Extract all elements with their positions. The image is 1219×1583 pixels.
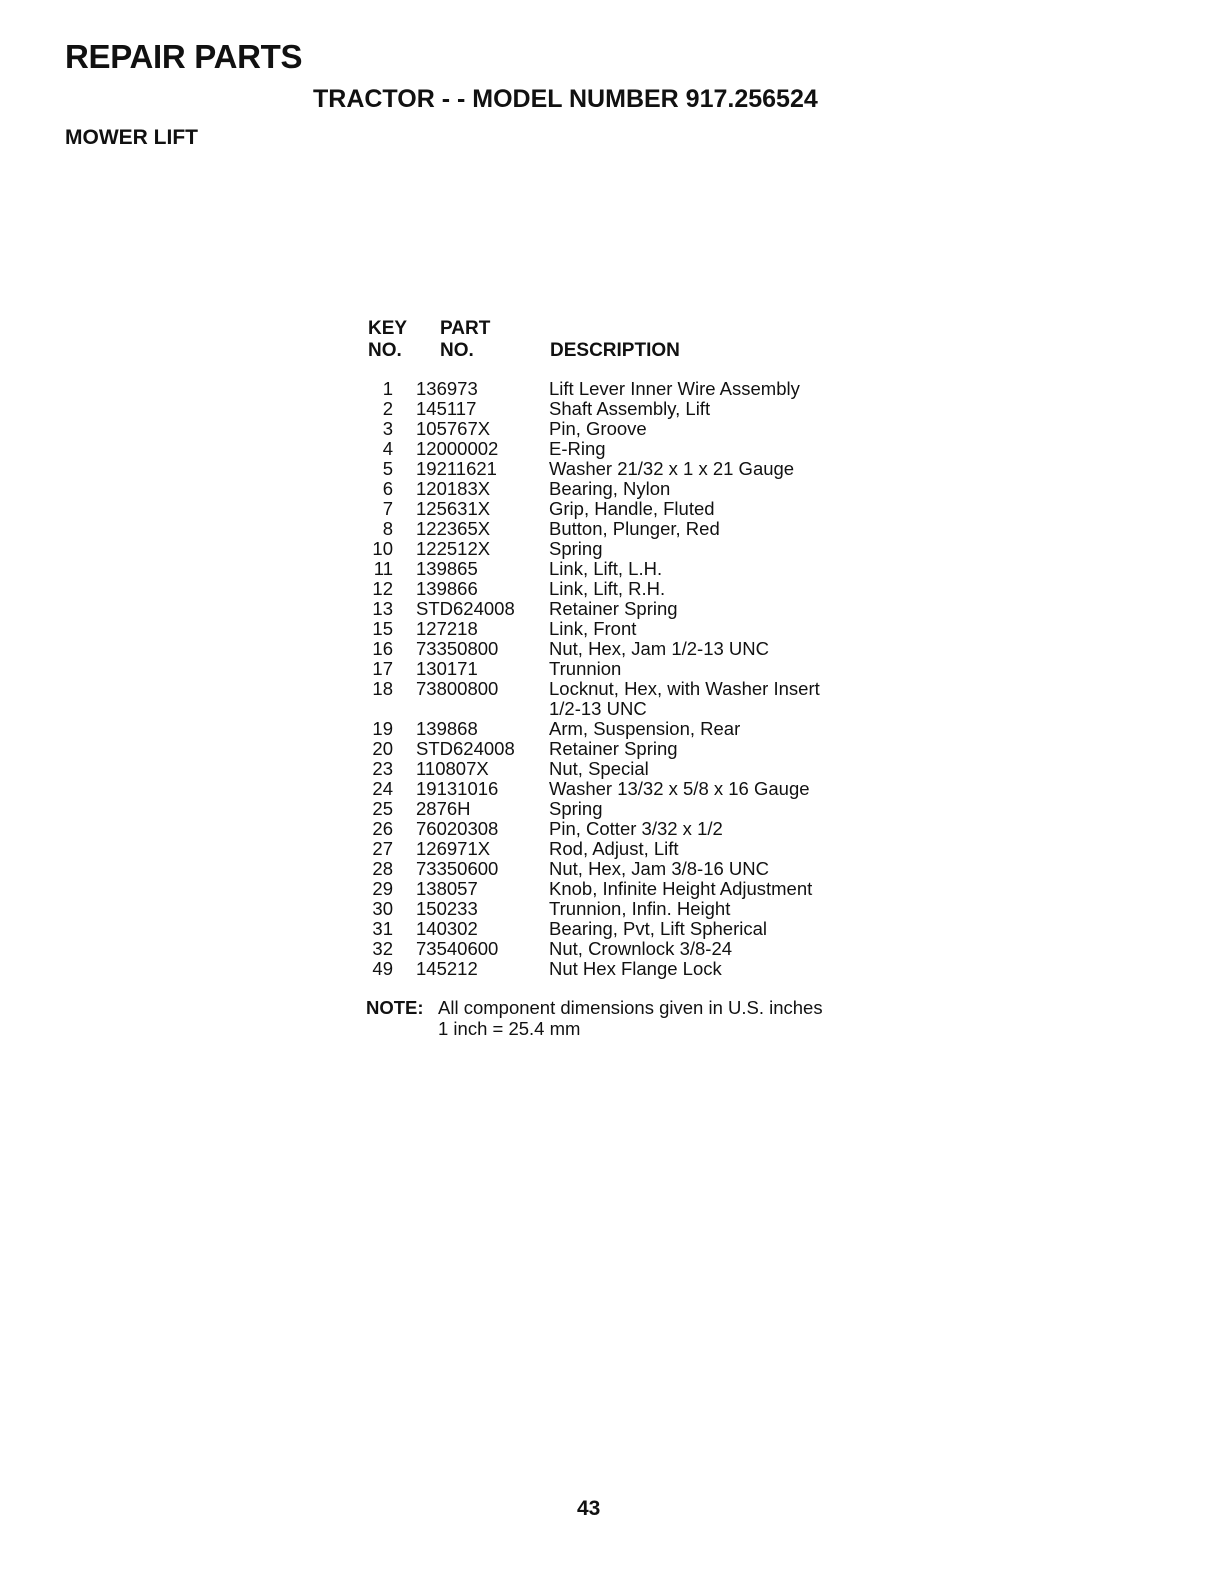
section-heading: MOWER LIFT (65, 126, 198, 149)
key-no-cell: 5 (382, 458, 393, 479)
description-cell: Lift Lever Inner Wire Assembly (549, 378, 800, 399)
table-row (366, 759, 886, 779)
part-no-cell: 76020308 (416, 818, 499, 839)
model-subtitle: TRACTOR - - MODEL NUMBER 917.256524 (313, 85, 818, 113)
key-no-cell: 13 (372, 598, 393, 619)
description-cell: Retainer Spring (549, 598, 678, 619)
description-cell: Spring (549, 538, 603, 559)
description-cell: Nut, Special (549, 758, 649, 779)
table-row (366, 939, 886, 959)
part-no-cell: 12000002 (416, 438, 499, 459)
part-no-cell: 130171 (416, 658, 478, 679)
key-no-cell: 24 (372, 778, 393, 799)
key-header-line1: KEY (368, 318, 408, 339)
table-row (366, 479, 886, 499)
key-no-cell: 27 (372, 838, 393, 859)
table-row (366, 599, 886, 619)
part-no-cell: STD624008 (416, 598, 515, 619)
table-row (366, 459, 886, 479)
part-no-cell: 125631X (416, 498, 491, 519)
key-no-cell: 18 (372, 678, 393, 699)
part-no-cell (393, 699, 549, 719)
description-cell: Trunnion (549, 658, 622, 679)
table-row (366, 379, 886, 399)
page-title: REPAIR PARTS (65, 38, 303, 75)
part-no-header (440, 318, 490, 362)
key-no-cell (366, 699, 393, 719)
table-row (366, 399, 886, 419)
description-cell: Nut Hex Flange Lock (549, 958, 722, 979)
description-cell: Bearing, Pvt, Lift Spherical (549, 918, 767, 939)
table-row (366, 699, 886, 719)
part-no-cell: 122512X (416, 538, 491, 559)
key-no-cell: 29 (372, 878, 393, 899)
key-no-cell: 17 (372, 658, 393, 679)
part-no-cell: 122365X (416, 518, 491, 539)
table-row (366, 639, 886, 659)
part-no-cell: 19211621 (416, 458, 497, 479)
part-no-cell: 138057 (416, 878, 478, 899)
table-row (366, 559, 886, 579)
table-row (366, 779, 886, 799)
description-cell: Arm, Suspension, Rear (549, 718, 741, 739)
part-no-cell: 145117 (416, 398, 477, 419)
description-cell: Nut, Hex, Jam 1/2-13 UNC (549, 638, 770, 659)
table-row (366, 839, 886, 859)
key-no-cell: 10 (372, 538, 393, 559)
description-cell: Rod, Adjust, Lift (549, 838, 679, 859)
part-no-cell: 145212 (416, 958, 478, 979)
table-row (366, 679, 886, 699)
description-cell: Nut, Hex, Jam 3/8-16 UNC (549, 858, 770, 879)
part-no-cell: 120183X (416, 478, 491, 499)
table-row (366, 899, 886, 919)
key-no-header (368, 318, 407, 362)
key-no-cell: 19 (372, 718, 393, 739)
part-no-cell: 2876H (416, 798, 471, 819)
table-row (366, 439, 886, 459)
part-no-cell: 73540600 (416, 938, 499, 959)
description-cell: Link, Lift, L.H. (549, 558, 663, 579)
key-no-cell: 1 (382, 378, 393, 399)
part-no-cell: 19131016 (416, 778, 499, 799)
description-cell: E-Ring (549, 438, 606, 459)
part-header-line1: PART (440, 318, 491, 339)
note-line1: All component dimensions given in U.S. inches (438, 997, 823, 1018)
description-cell: Locknut, Hex, with Washer Insert (549, 678, 820, 699)
key-no-cell: 6 (382, 478, 393, 499)
description-cell: Nut, Crownlock 3/8-24 (549, 938, 733, 959)
part-no-cell: 140302 (416, 918, 478, 939)
table-row (366, 799, 886, 819)
part-no-cell: 127218 (416, 618, 478, 639)
part-no-cell: 139866 (416, 578, 478, 599)
table-row (366, 739, 886, 759)
part-no-cell: STD624008 (416, 738, 515, 759)
part-no-cell: 73350800 (416, 638, 499, 659)
part-no-cell: 105767X (416, 418, 491, 439)
key-no-cell: 25 (372, 798, 393, 819)
key-no-cell: 3 (382, 418, 393, 439)
table-row (366, 519, 886, 539)
key-header-line2: NO. (368, 340, 402, 361)
part-no-cell: 139865 (416, 558, 478, 579)
table-row (366, 959, 886, 979)
description-cell: Pin, Cotter 3/32 x 1/2 (549, 818, 723, 839)
key-no-cell: 26 (372, 818, 393, 839)
key-no-cell: 20 (372, 738, 393, 759)
key-no-cell: 49 (372, 958, 393, 979)
description-cell: Link, Lift, R.H. (549, 578, 666, 599)
description-cell: Pin, Groove (549, 418, 647, 439)
description-cell: Bearing, Nylon (549, 478, 671, 499)
table-row (366, 419, 886, 439)
part-no-cell: 110807X (416, 758, 489, 779)
key-no-cell: 23 (372, 758, 393, 779)
description-cell: 1/2-13 UNC (549, 698, 647, 719)
table-row (366, 819, 886, 839)
key-no-cell: 31 (372, 918, 393, 939)
key-no-cell: 12 (372, 578, 393, 599)
key-no-cell: 2 (382, 398, 393, 419)
table-row (366, 879, 886, 899)
note-line2: 1 inch = 25.4 mm (438, 1018, 581, 1039)
page-number: 43 (577, 1497, 601, 1520)
description-header: DESCRIPTION (550, 340, 680, 361)
description-cell: Trunnion, Infin. Height (549, 898, 731, 919)
key-no-cell: 15 (372, 618, 393, 639)
table-row (366, 859, 886, 879)
table-row (366, 499, 886, 519)
table-row (366, 659, 886, 679)
description-cell: Washer 13/32 x 5/8 x 16 Gauge (549, 778, 810, 799)
table-row (366, 619, 886, 639)
dimension-note (366, 997, 823, 1039)
part-no-cell: 136973 (416, 378, 478, 399)
description-cell: Washer 21/32 x 1 x 21 Gauge (549, 458, 795, 479)
parts-list (366, 379, 886, 979)
description-cell: Button, Plunger, Red (549, 518, 720, 539)
part-no-cell: 73800800 (416, 678, 499, 699)
part-no-cell: 139868 (416, 718, 478, 739)
description-cell: Link, Front (549, 618, 637, 639)
part-header-line2: NO. (440, 340, 474, 361)
key-no-cell: 32 (372, 938, 393, 959)
key-no-cell: 4 (382, 438, 393, 459)
description-cell: Knob, Infinite Height Adjustment (549, 878, 813, 899)
description-cell: Spring (549, 798, 603, 819)
part-no-cell: 126971X (416, 838, 491, 859)
key-no-cell: 30 (372, 898, 393, 919)
description-cell: Grip, Handle, Fluted (549, 498, 715, 519)
key-no-cell: 7 (382, 498, 393, 519)
table-row (366, 539, 886, 559)
key-no-cell: 8 (382, 518, 393, 539)
table-row (366, 919, 886, 939)
key-no-cell: 28 (372, 858, 393, 879)
part-no-cell: 150233 (416, 898, 478, 919)
part-no-cell: 73350600 (416, 858, 499, 879)
note-label: NOTE: (366, 997, 424, 1018)
key-no-cell: 11 (373, 558, 393, 579)
table-row (366, 579, 886, 599)
description-cell: Retainer Spring (549, 738, 678, 759)
key-no-cell: 16 (372, 638, 393, 659)
description-cell: Shaft Assembly, Lift (549, 398, 711, 419)
table-row (366, 719, 886, 739)
